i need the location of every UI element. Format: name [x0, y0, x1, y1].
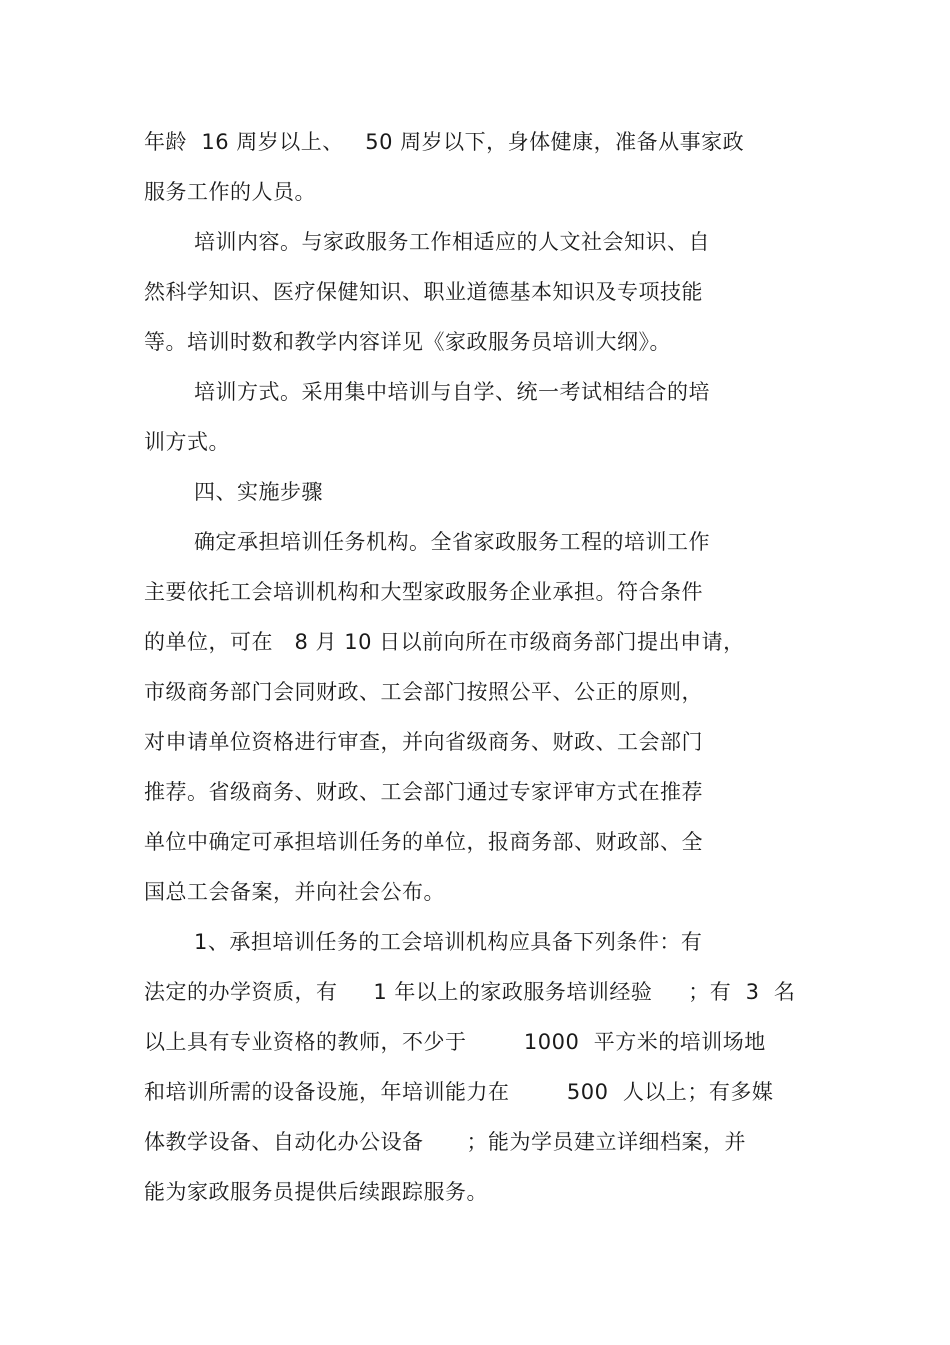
text-line: 对申请单位资格进行审查，并向省级商务、财政、工会部门	[144, 730, 703, 754]
text-line: 培训内容。与家政服务工作相适应的人文社会知识、自	[194, 230, 710, 254]
text-line: 以上具有专业资格的教师，不少于 1000 平方米的培训场地	[144, 1030, 766, 1054]
text-line: 服务工作的人员。	[144, 180, 316, 204]
text-line: 市级商务部门会同财政、工会部门按照公平、公正的原则，	[144, 680, 703, 704]
text-line: 体教学设备、自动化办公设备 ；能为学员建立详细档案，并	[144, 1130, 747, 1154]
text-line: 和培训所需的设备设施，年培训能力在 500 人以上；有多媒	[144, 1080, 774, 1104]
text-line: 年龄 16 周岁以上、 50 周岁以下，身体健康，准备从事家政	[144, 130, 745, 154]
text-line: 能为家政服务员提供后续跟踪服务。	[144, 1180, 488, 1204]
text-line: 推荐。省级商务、财政、工会部门通过专家评审方式在推荐	[144, 780, 703, 804]
text-line: 然科学知识、医疗保健知识、职业道德基本知识及专项技能	[144, 280, 703, 304]
text-line: 主要依托工会培训机构和大型家政服务企业承担。符合条件	[144, 580, 703, 604]
text-line: 的单位，可在 8 月 10 日以前向所在市级商务部门提出申请，	[144, 630, 745, 654]
text-line: 确定承担培训任务机构。全省家政服务工程的培训工作	[194, 530, 710, 554]
text-line: 培训方式。采用集中培训与自学、统一考试相结合的培	[194, 380, 710, 404]
text-line: 1、承担培训任务的工会培训机构应具备下列条件：有	[194, 930, 703, 954]
text-line: 训方式。	[144, 430, 230, 454]
text-line: 法定的办学资质，有 1 年以上的家政服务培训经验 ；有 3 名	[144, 980, 796, 1004]
text-line: 等。培训时数和教学内容详见《家政服务员培训大纲》。	[144, 330, 671, 354]
text-line: 国总工会备案，并向社会公布。	[144, 880, 445, 904]
text-line: 单位中确定可承担培训任务的单位，报商务部、财政部、全	[144, 830, 703, 854]
section-heading: 四、实施步骤	[194, 480, 323, 504]
